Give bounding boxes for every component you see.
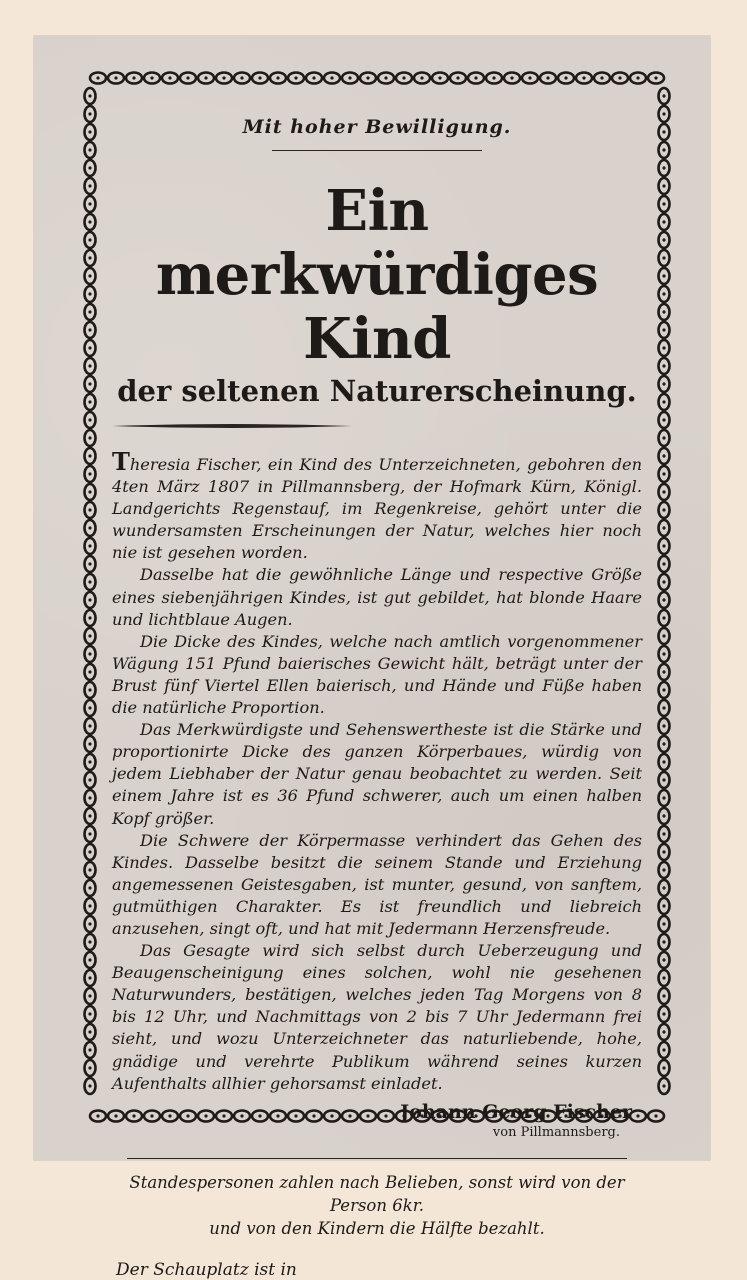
- border-link: [85, 286, 96, 302]
- border-link: [659, 556, 670, 572]
- border-link: [85, 214, 96, 230]
- header-rule: [272, 150, 482, 151]
- border-link: [659, 1024, 670, 1040]
- border-link: [126, 73, 142, 84]
- border-link: [396, 73, 412, 84]
- border-link: [659, 178, 670, 194]
- border-link: [540, 73, 556, 84]
- border-link: [85, 268, 96, 284]
- border-link: [85, 304, 96, 320]
- signature-place: von Pillmannsberg.: [492, 1124, 620, 1140]
- border-link: [85, 322, 96, 338]
- border-link: [85, 394, 96, 410]
- border-link: [85, 790, 96, 806]
- border-link: [659, 664, 670, 680]
- border-link: [504, 73, 520, 84]
- border-link: [659, 898, 670, 914]
- drop-cap: T: [112, 447, 130, 476]
- border-link: [85, 574, 96, 590]
- paragraph-5: Die Schwere der Körpermasse verhindert das Gehen des Kindes. Dasselbe besitzt die seinem Stande und Erziehung angemessenen Geistesgaben, ist munter, gesund, von sanftem, gutmüthigen Charakter. Es ist freundlich und liebreich anzusehen, singt oft, und hat mit Jedermann Herzensfreude.: [112, 830, 642, 938]
- border-link: [85, 376, 96, 392]
- border-link: [659, 610, 670, 626]
- border-link: [659, 754, 670, 770]
- border-link: [85, 664, 96, 680]
- border-link: [659, 934, 670, 950]
- border-link: [85, 682, 96, 698]
- border-link: [198, 73, 214, 84]
- border-link: [659, 448, 670, 464]
- border-link: [85, 520, 96, 536]
- border-link: [85, 1042, 96, 1058]
- border-link: [522, 73, 538, 84]
- border-link: [659, 124, 670, 140]
- border-link: [85, 988, 96, 1004]
- border-link: [659, 466, 670, 482]
- border-link: [85, 754, 96, 770]
- border-link: [659, 808, 670, 824]
- border-link: [659, 916, 670, 932]
- border-link: [659, 520, 670, 536]
- border-link: [659, 340, 670, 356]
- border-link: [468, 73, 484, 84]
- border-link: [432, 73, 448, 84]
- border-link: [659, 484, 670, 500]
- border-link: [558, 73, 574, 84]
- poster-title: Ein merkwürdiges Kind: [155, 178, 599, 372]
- border-link: [659, 1060, 670, 1076]
- border-link: [180, 73, 196, 84]
- border-link: [85, 232, 96, 248]
- border-link: [659, 214, 670, 230]
- border-link: [659, 376, 670, 392]
- border-link: [659, 268, 670, 284]
- fees-line-1: Standespersonen zahlen nach Belieben, sonst wird von der Person 6kr.: [129, 1172, 625, 1215]
- border-link: [450, 73, 466, 84]
- border-link: [85, 178, 96, 194]
- border-link: [414, 73, 430, 84]
- border-link: [659, 142, 670, 158]
- border-link: [659, 988, 670, 1004]
- border-link: [659, 538, 670, 554]
- border-link: [85, 196, 96, 212]
- permission-line: Mit hoher Bewilligung.: [242, 116, 512, 138]
- border-link: [108, 73, 124, 84]
- border-link: [659, 412, 670, 428]
- border-link: [85, 592, 96, 608]
- signature-name: Johann Georg Fischer: [400, 1100, 632, 1123]
- border-link: [659, 826, 670, 842]
- fees-line-2: und von den Kindern die Hälfte bezahlt.: [209, 1218, 545, 1238]
- border-link: [85, 952, 96, 968]
- border-link: [216, 73, 232, 84]
- paragraph-1-text: heresia Fischer, ein Kind des Unterzeichneten, gebohren den 4ten März 1807 in Pillmannsberg, der Hofmark Kürn, Königl. Landgerichts Regenstauf, im Regenkreise, gehört unter die wundersamsten Erscheinungen der Natur, welches hier noch nie ist gesehen worden.: [112, 455, 642, 563]
- border-link: [85, 106, 96, 122]
- border-link: [659, 106, 670, 122]
- paragraph-1: [112, 447, 642, 564]
- border-link: [85, 880, 96, 896]
- border-link: [648, 1111, 664, 1122]
- border-link: [659, 1006, 670, 1022]
- border-link: [659, 1042, 670, 1058]
- border-link: [659, 646, 670, 662]
- border-link: [659, 232, 670, 248]
- border-link: [85, 250, 96, 266]
- border-link: [659, 970, 670, 986]
- paragraph-4: Das Merkwürdigste und Sehenswertheste ist die Stärke und proportionirte Dicke des ganzen Körperbaues, würdig von jedem Liebhaber der Natur genau beobachtet zu werden. Seit einem Jahre ist es 36 Pfund schwerer, auch um einen halben Kopf größer.: [112, 720, 642, 828]
- border-link: [85, 430, 96, 446]
- border-link: [659, 790, 670, 806]
- border-link: [90, 73, 106, 84]
- fees-rule: [127, 1158, 627, 1159]
- border-link: [659, 502, 670, 518]
- paragraph-6: Das Gesagte wird sich selbst durch Ueberzeugung und Beaugenscheinigung eines solchen, wohl nie gesehenen Naturwunders, bestätigen, welches jeden Tag Morgens von 8 bis 12 Uhr, und Nachmittags von 2 bis 7 Uhr Jedermann frei sieht, und wozu Unterzeichneter das naturliebende, hohe, gnädige und verehrte Publikum während seines kurzen Aufenthalts allhier gehorsamst einladet.: [112, 941, 642, 1093]
- border-link: [85, 844, 96, 860]
- border-link: [85, 466, 96, 482]
- border-link: [85, 700, 96, 716]
- border-link: [378, 73, 394, 84]
- border-link: [270, 73, 286, 84]
- border-link: [659, 430, 670, 446]
- border-link: [85, 142, 96, 158]
- border-link: [288, 73, 304, 84]
- fees-notice: [112, 1171, 642, 1240]
- border-link: [85, 1078, 96, 1094]
- title-swell-rule: [112, 423, 352, 429]
- poster-subtitle: der seltenen Naturerscheinung.: [117, 374, 637, 408]
- border-link: [85, 160, 96, 176]
- border-link: [85, 1024, 96, 1040]
- border-link: [85, 826, 96, 842]
- border-link: [85, 556, 96, 572]
- border-link: [324, 73, 340, 84]
- border-link: [486, 73, 502, 84]
- border-link: [85, 934, 96, 950]
- border-link: [85, 916, 96, 932]
- border-link: [659, 718, 670, 734]
- border-link: [594, 73, 610, 84]
- border-link: [659, 88, 670, 104]
- border-link: [659, 394, 670, 410]
- border-link: [85, 610, 96, 626]
- paragraph-2: Dasselbe hat die gewöhnliche Länge und respective Größe eines siebenjährigen Kindes, ist gut gebildet, hat blonde Haare und lichtblaue Augen.: [112, 565, 642, 629]
- border-link: [85, 448, 96, 464]
- border-link: [85, 628, 96, 644]
- border-link: [659, 952, 670, 968]
- paragraph-3: Die Dicke des Kindes, welche nach amtlich vorgenommener Wägung 151 Pfund baierisches Gewicht hält, beträgt unter der Brust fünf Viertel Ellen baierisch, und Hände und Füße haben die natürliche Proportion.: [112, 631, 642, 718]
- border-link: [342, 73, 358, 84]
- border-link: [659, 862, 670, 878]
- border-link: [85, 718, 96, 734]
- border-link: [612, 73, 628, 84]
- border-link: [85, 1060, 96, 1076]
- border-link: [85, 970, 96, 986]
- border-link: [252, 73, 268, 84]
- border-link: [85, 1006, 96, 1022]
- border-link: [659, 844, 670, 860]
- border-link: [659, 1078, 670, 1094]
- border-link: [85, 646, 96, 662]
- border-link: [85, 358, 96, 374]
- border-link: [659, 304, 670, 320]
- border-link: [659, 358, 670, 374]
- border-link: [85, 88, 96, 104]
- border-link: [576, 73, 592, 84]
- border-link: [306, 73, 322, 84]
- border-link: [85, 736, 96, 752]
- border-link: [85, 808, 96, 824]
- border-link: [360, 73, 376, 84]
- border-link: [85, 862, 96, 878]
- border-link: [648, 73, 664, 84]
- border-link: [85, 340, 96, 356]
- border-link: [85, 484, 96, 500]
- border-link: [90, 1111, 106, 1122]
- border-link: [659, 682, 670, 698]
- border-link: [659, 700, 670, 716]
- border-link: [85, 772, 96, 788]
- border-link: [659, 250, 670, 266]
- border-link: [144, 73, 160, 84]
- border-link: [85, 538, 96, 554]
- border-link: [659, 196, 670, 212]
- border-link: [659, 628, 670, 644]
- border-link: [659, 286, 670, 302]
- border-link: [659, 736, 670, 752]
- border-link: [659, 160, 670, 176]
- border-link: [659, 880, 670, 896]
- poster-body: [112, 447, 642, 1095]
- border-link: [659, 322, 670, 338]
- border-link: [659, 574, 670, 590]
- border-link: [85, 898, 96, 914]
- border-link: [659, 592, 670, 608]
- border-link: [659, 772, 670, 788]
- border-link: [85, 124, 96, 140]
- border-link: [85, 502, 96, 518]
- border-link: [162, 73, 178, 84]
- poster-content: [112, 100, 642, 1280]
- venue-line: Der Schauplatz ist in: [116, 1259, 297, 1280]
- border-link: [85, 412, 96, 428]
- border-link: [630, 73, 646, 84]
- border-link: [234, 73, 250, 84]
